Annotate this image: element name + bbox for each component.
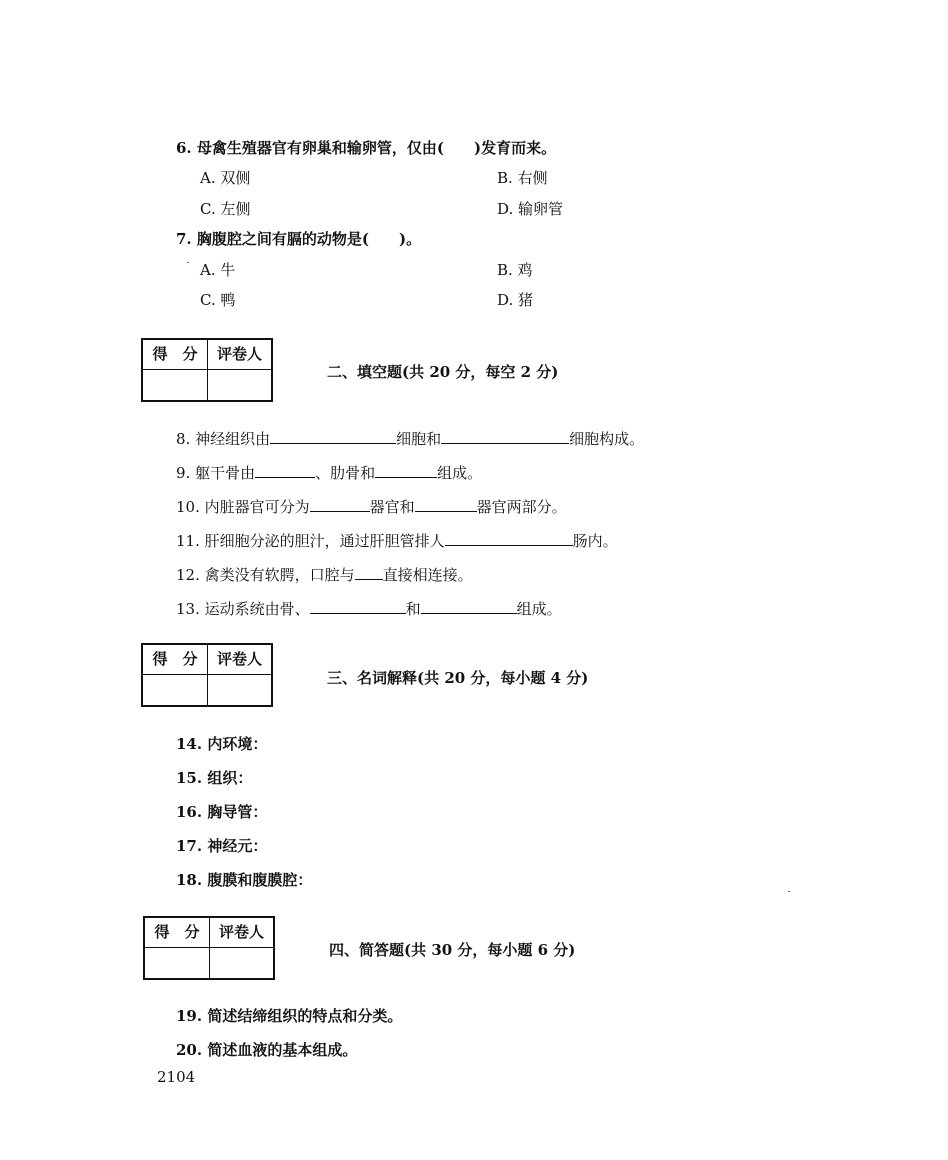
section-4-title: 四、简答题(共 30 分，每小题 6 分): [329, 941, 576, 959]
score-box-section-3: [141, 643, 273, 707]
q7-option-c: C. 鸭: [200, 291, 236, 309]
q8-text-3: 细胞构成。: [569, 430, 645, 448]
q11-blank-1[interactable]: [445, 531, 573, 546]
q11-text-2: 肠内。: [572, 532, 618, 550]
question-15: 15. 组织：: [176, 769, 253, 787]
q7-option-a: A. 牛: [200, 261, 236, 279]
question-17: 17. 神经元：: [176, 837, 268, 855]
scan-speck: [187, 262, 189, 263]
question-9: [176, 463, 482, 483]
q13-text-1: 13. 运动系统由骨、: [176, 600, 310, 618]
q8-blank-1[interactable]: [270, 429, 396, 444]
question-20: 20. 简述血液的基本组成。: [176, 1041, 358, 1059]
q8-text-2: 细胞和: [396, 430, 442, 448]
question-19: 19. 简述结缔组织的特点和分类。: [176, 1007, 403, 1025]
q7-option-b: B. 鸡: [497, 261, 533, 279]
score-box-section-2: [141, 338, 273, 402]
grader-cell[interactable]: [208, 370, 271, 400]
question-6: 6. 母禽生殖器官有卵巢和输卵管，仅由( )发育而来。: [176, 139, 557, 157]
question-14: 14. 内环境：: [176, 735, 268, 753]
page-number: 2104: [157, 1068, 196, 1086]
q9-text-2: 、肋骨和: [315, 464, 376, 482]
question-16: 16. 胸导管：: [176, 803, 268, 821]
q9-blank-2[interactable]: [375, 463, 437, 478]
question-12: [176, 565, 473, 585]
q8-blank-2[interactable]: [441, 429, 569, 444]
q12-blank-1[interactable]: [355, 565, 383, 580]
q9-text-3: 组成。: [437, 464, 483, 482]
q10-blank-2[interactable]: [415, 497, 477, 512]
question-7: 7. 胸腹腔之间有膈的动物是( )。: [176, 230, 422, 248]
q10-text-1: 10. 内脏器官可分为: [176, 498, 310, 516]
q13-blank-1[interactable]: [310, 599, 406, 614]
q6-option-b: B. 右侧: [497, 169, 548, 187]
question-10: [176, 497, 567, 517]
score-label: 得 分: [143, 645, 208, 675]
grader-cell[interactable]: [208, 675, 271, 705]
score-label: 得 分: [143, 340, 208, 370]
score-cell[interactable]: [145, 948, 210, 978]
q9-text-1: 9. 躯干骨由: [176, 464, 256, 482]
q12-text-2: 直接相连接。: [382, 566, 473, 584]
q9-blank-1[interactable]: [255, 463, 315, 478]
q6-option-c: C. 左侧: [200, 200, 251, 218]
q13-blank-2[interactable]: [421, 599, 517, 614]
q13-text-2: 和: [405, 600, 421, 618]
score-cell[interactable]: [143, 370, 208, 400]
q10-blank-1[interactable]: [310, 497, 370, 512]
q13-text-3: 组成。: [516, 600, 562, 618]
grader-label: 评卷人: [208, 340, 271, 370]
section-2-title: 二、填空题(共 20 分，每空 2 分): [327, 363, 559, 381]
question-18: 18. 腹膜和腹膜腔：: [176, 871, 313, 889]
grader-cell[interactable]: [210, 948, 273, 978]
grader-label: 评卷人: [208, 645, 271, 675]
q12-text-1: 12. 禽类没有软腭，口腔与: [176, 566, 355, 584]
q6-option-a: A. 双侧: [200, 169, 251, 187]
q6-option-d: D. 输卵管: [497, 200, 564, 218]
scan-speck: [788, 891, 790, 892]
q10-text-2: 器官和: [369, 498, 415, 516]
score-label: 得 分: [145, 918, 210, 948]
question-11: [176, 531, 618, 551]
question-8: [176, 429, 644, 449]
question-13: [176, 599, 562, 619]
section-3-title: 三、名词解释(共 20 分，每小题 4 分): [327, 669, 589, 687]
q8-text-1: 8. 神经组织由: [176, 430, 271, 448]
score-cell[interactable]: [143, 675, 208, 705]
score-box-section-4: [143, 916, 275, 980]
q10-text-3: 器官两部分。: [476, 498, 567, 516]
grader-label: 评卷人: [210, 918, 273, 948]
q11-text-1: 11. 肝细胞分泌的胆汁，通过肝胆管排人: [176, 532, 445, 550]
q7-option-d: D. 猪: [497, 291, 534, 309]
